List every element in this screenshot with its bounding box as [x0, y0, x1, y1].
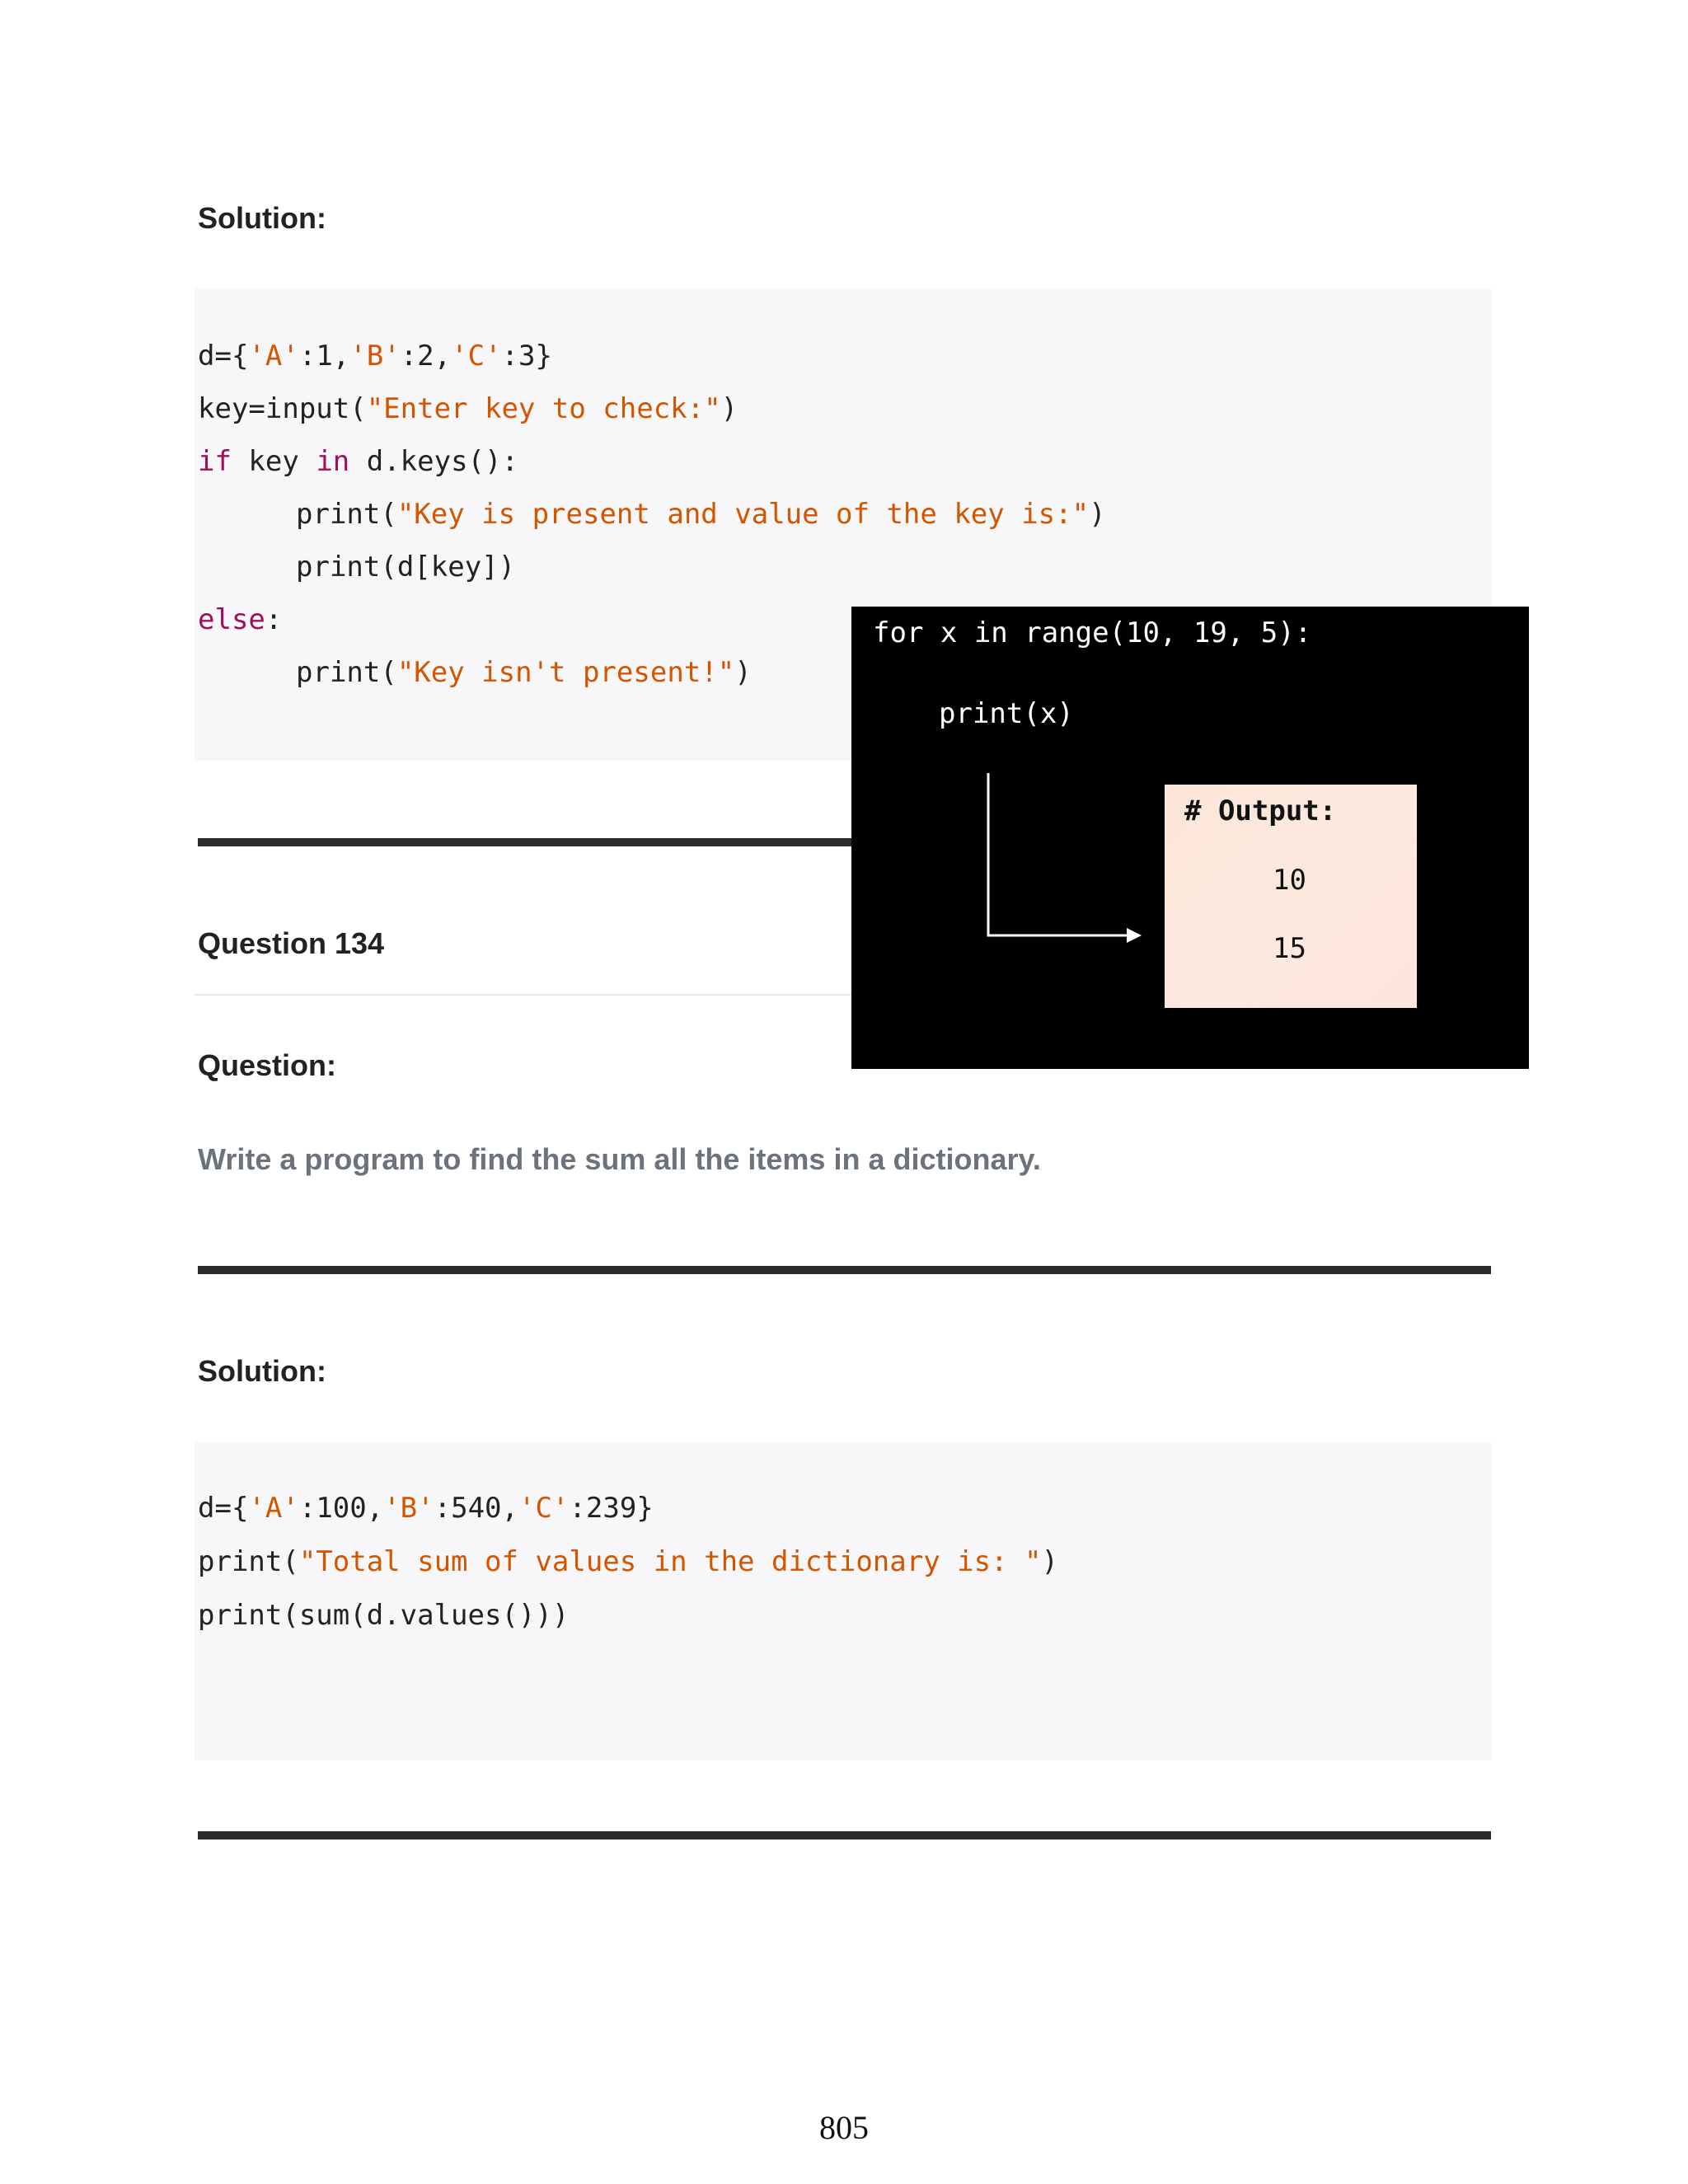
code-line: print("Key isn't present!")	[296, 656, 752, 689]
code-line: else:	[198, 603, 283, 636]
question-heading: Question:	[198, 1048, 336, 1082]
loop-code-line: for x in range(10, 19, 5):	[873, 616, 1312, 649]
output-value: 15	[1273, 932, 1306, 965]
question-text: Write a program to find the sum all the items in a dictionary.	[198, 1142, 1041, 1176]
output-label: # Output:	[1184, 794, 1337, 827]
code-line: print("Key is present and value of the key is:")	[296, 498, 1106, 531]
range-loop-illustration	[851, 607, 1529, 1069]
code-line: d={'A':100,'B':540,'C':239}	[198, 1492, 654, 1525]
code-line: print(sum(d.values()))	[198, 1599, 570, 1632]
question-title: Question 134	[198, 926, 385, 960]
code-line: key=input("Enter key to check:")	[198, 392, 738, 425]
section-divider	[198, 1266, 1491, 1274]
solution-heading: Solution:	[198, 201, 326, 235]
code-line: d={'A':1,'B':2,'C':3}	[198, 340, 552, 373]
code-line: print(d[key])	[296, 551, 516, 583]
page-number: 805	[819, 2109, 869, 2146]
section-divider	[198, 1831, 1491, 1840]
output-box	[1165, 785, 1417, 1008]
code-line: if key in d.keys():	[198, 445, 518, 478]
solution-heading: Solution:	[198, 1354, 326, 1388]
loop-body-line: print(x)	[939, 697, 1074, 730]
code-line: print("Total sum of values in the dictionary is: ")	[198, 1545, 1058, 1578]
output-value: 10	[1273, 864, 1306, 897]
